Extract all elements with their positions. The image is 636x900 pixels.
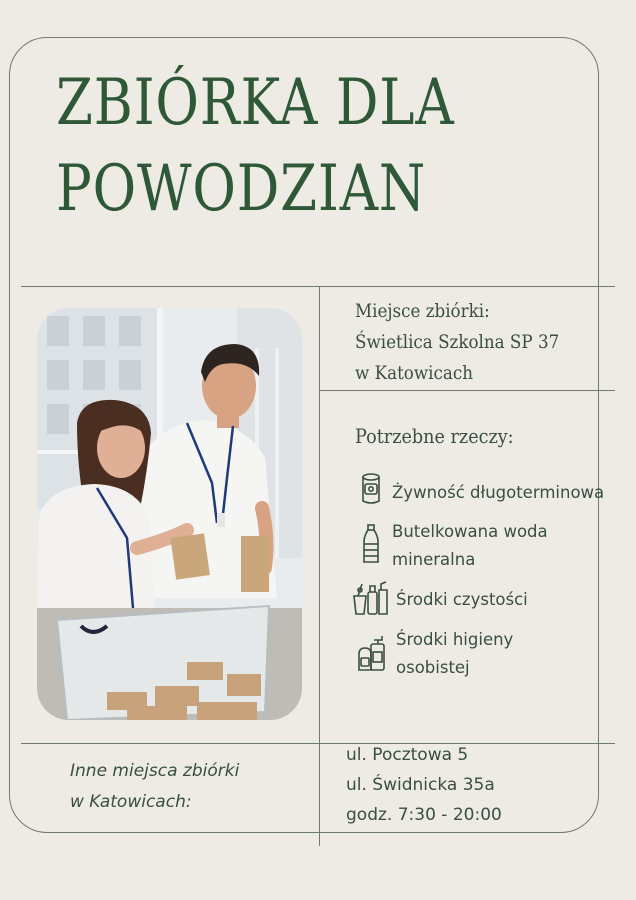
hygiene-products-icon <box>356 634 386 672</box>
water-bottle-icon <box>362 524 380 564</box>
divider-bottom <box>21 743 615 744</box>
location-line-1: Świetlica Szkolna SP 37 <box>355 331 560 353</box>
need-item-hygiene-line-1: Środki higieny <box>396 630 514 649</box>
divider-location <box>319 390 615 391</box>
opening-hours: godz. 7:30 - 20:00 <box>346 805 502 825</box>
title-line-2: POWODZIAN <box>56 152 427 226</box>
divider-top <box>21 286 615 287</box>
address-swidnicka: ul. Świdnicka 35a <box>346 775 495 795</box>
need-item-water-line-1: Butelkowana woda <box>392 522 548 541</box>
volunteers-photo <box>37 308 302 720</box>
need-item-food <box>392 479 604 507</box>
poster-title <box>56 60 455 232</box>
location-label: Miejsce zbiórki: <box>355 300 490 322</box>
other-locations-label-line-1: Inne miejsca zbiórki <box>70 761 240 781</box>
cleaning-supplies-icon <box>352 580 390 616</box>
other-locations-label-line-2: w Katowicach: <box>70 792 192 812</box>
collection-location <box>355 296 559 389</box>
other-locations-label <box>70 756 239 818</box>
need-item-cleaning-label: Środki czystości <box>396 590 528 609</box>
need-item-cleaning <box>396 586 528 614</box>
need-item-food-label: Żywność długoterminowa <box>392 483 605 502</box>
need-item-hygiene <box>396 626 513 682</box>
needs-heading: Potrzebne rzeczy: <box>355 424 514 448</box>
title-line-1: ZBIÓRKA DLA <box>56 66 455 140</box>
canned-food-icon <box>360 472 382 506</box>
divider-vertical <box>319 286 320 846</box>
need-item-hygiene-line-2: osobistej <box>396 658 470 677</box>
location-line-2: w Katowicach <box>355 362 474 384</box>
other-locations-addresses <box>346 740 502 830</box>
need-item-water-line-2: mineralna <box>392 550 476 569</box>
address-pocztowa: ul. Pocztowa 5 <box>346 745 469 765</box>
need-item-water <box>392 518 548 574</box>
